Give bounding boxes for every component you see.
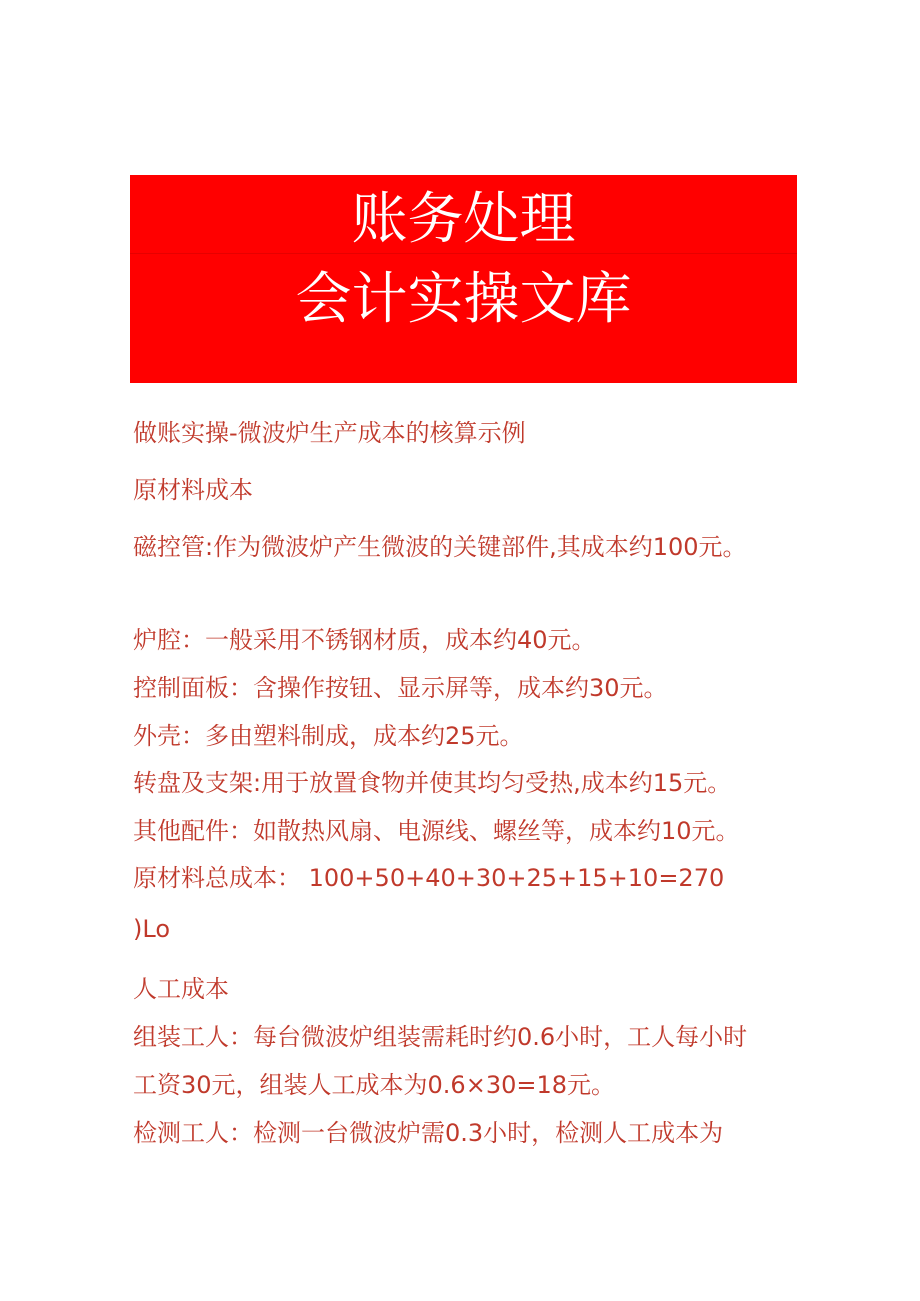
paragraph-line: 控制面板：含操作按钮、显示屏等，成本约30元。 [133, 674, 668, 702]
paragraph-line: )Lo [133, 915, 170, 943]
paragraph-line: 磁控管:作为微波炉产生微波的关键部件,其成本约100元。 [133, 533, 747, 561]
section-heading-labor: 人工成本 [133, 975, 229, 1003]
paragraph-line: 炉腔：一般采用不锈钢材质，成本约40元。 [133, 626, 596, 654]
paragraph-line: 外壳：多由塑料制成，成本约25元。 [133, 722, 524, 750]
title-banner [130, 175, 797, 383]
banner-divider [130, 253, 797, 254]
paragraph-line: 检测工人：检测一台微波炉需0.3小时，检测人工成本为 [133, 1119, 724, 1147]
document-heading: 做账实操-微波炉生产成本的核算示例 [133, 419, 526, 447]
paragraph-line: 其他配件：如散热风扇、电源线、螺丝等，成本约10元。 [133, 817, 740, 845]
paragraph-line: 原材料总成本： 100+50+40+30+25+15+10=270 [133, 864, 725, 892]
banner-title-line-1: 账务处理 [351, 187, 576, 252]
paragraph-line: 工资30元，组装人工成本为0.6×30=18元。 [133, 1071, 616, 1099]
paragraph-line: 转盘及支架:用于放置食物并使其均匀受热,成本约15元。 [133, 769, 732, 797]
banner-title-line-2: 会计实操文库 [295, 267, 632, 332]
paragraph-line: 组装工人：每台微波炉组装需耗时约0.6小时，工人每小时 [133, 1023, 748, 1051]
section-heading-materials: 原材料成本 [133, 476, 253, 504]
